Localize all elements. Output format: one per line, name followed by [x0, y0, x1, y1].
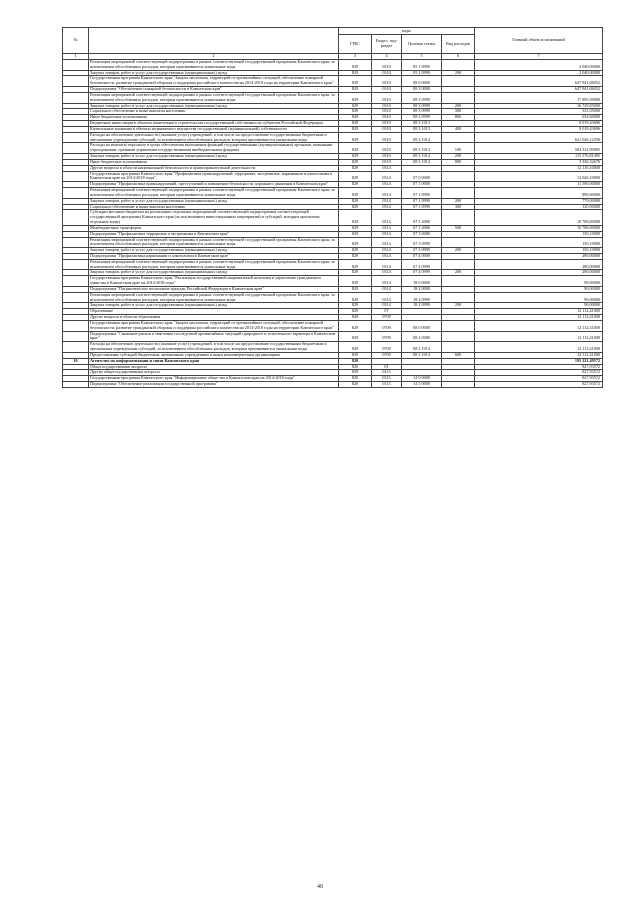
cell-number [63, 276, 89, 287]
cell-description: Реализация мероприятий соответствующей подпрограммы в рамках соответствующей государственной программы Камчатского края, за исключением обособленных расходов, которым присваиваются уникальные коды [89, 92, 339, 103]
cell-section: 0314 [372, 276, 402, 287]
cell-grbs: 829 [339, 309, 372, 315]
cell-description: Агентство по информатизации и связи Камчатского края [89, 358, 339, 364]
cell-expense-type: 200 [442, 270, 475, 276]
cell-amount: 504 312,99085 [475, 143, 603, 154]
cell-expense-type: 100 [442, 143, 475, 154]
cell-number [63, 292, 89, 303]
cell-grbs: 829 [339, 171, 372, 182]
table-row [63, 210, 603, 225]
cell-expense-type [442, 292, 475, 303]
cell-description: Другие общегосударственные вопросы [89, 370, 339, 376]
cell-section: 0310 [372, 60, 402, 71]
cell-expense-type: 400 [442, 126, 475, 132]
cell-amount: 827,93572 [475, 382, 603, 388]
cell-amount: 195 221,49572 [475, 358, 603, 364]
cell-target-article: 08 3 0999 [402, 115, 442, 121]
cell-target-article: 07 3 0000 [402, 231, 442, 237]
table-row [63, 237, 603, 248]
header-description [89, 28, 339, 54]
cell-description: Общегосударственные вопросы [89, 364, 339, 370]
cell-grbs: 829 [339, 143, 372, 154]
cell-amount: 113 376,81495 [475, 154, 603, 160]
cell-section: 0314 [372, 171, 402, 182]
cell-target-article: 08 2 0000 [402, 331, 442, 342]
cell-expense-type [442, 331, 475, 342]
table-row [63, 292, 603, 303]
cell-expense-type: 600 [442, 352, 475, 358]
header-target-article: Целевая статья [402, 35, 442, 54]
cell-target-article: 08 3 1013 [402, 126, 442, 132]
cell-description: Реализация мероприятий соответствующей подпрограммы в рамках соответствующей государственной программы Камчатского края, за исключением обособленных расходов, которым присваиваются уникальные коды [89, 292, 339, 303]
cell-grbs: 829 [339, 231, 372, 237]
cell-description: Иные бюджетные ассигнования [89, 159, 339, 165]
cell-grbs: 829 [339, 320, 372, 331]
cell-grbs: 820 [339, 370, 372, 376]
cell-description: Подпрограмма "Обеспечение пожарной безопасности в Камчатском крае" [89, 87, 339, 93]
cell-number [63, 210, 89, 225]
cell-grbs: 829 [339, 237, 372, 248]
header-total: Главный объем ассигнований [475, 28, 603, 54]
cell-description: Образование [89, 309, 339, 315]
cell-expense-type: 300 [442, 109, 475, 115]
cell-target-article: 05 1 0999 [402, 70, 442, 76]
cell-amount: 90,00000 [475, 292, 603, 303]
cell-amount: 12 112,41000 [475, 315, 603, 321]
cell-section: 0314 [372, 210, 402, 225]
cell-section: 0709 [372, 342, 402, 353]
header-section: Раздел, под-раздел [372, 35, 402, 54]
cell-description: Закупка товаров, работ и услуг для государственных (муниципальных) нужд [89, 154, 339, 160]
cell-description: Реализация мероприятий соответствующей подпрограммы в рамках соответствующей государственной программы Камчатского края, за исключением обособленных расходов, которым присваиваются уникальные коды [89, 60, 339, 71]
cell-section: 0310 [372, 121, 402, 127]
cell-section: 07 [372, 309, 402, 315]
cell-section: 0314 [372, 165, 402, 171]
cell-amount: 11 590,00000 [475, 182, 603, 188]
cell-amount: 621 026,12356 [475, 132, 603, 143]
cell-description: Реализация мероприятий соответствующей подпрограммы в рамках соответствующей государственной программы Камчатского края, за исключением обособленных расходов, которым присваиваются уникальные коды [89, 237, 339, 248]
cell-expense-type: 800 [442, 159, 475, 165]
cell-section: 0314 [372, 292, 402, 303]
index-cell: 3 [339, 54, 372, 60]
cell-description: Субсидии местным бюджетам на реализацию отдельных мероприятий соответствующей подпрограммы соответствующей государственной программы Камчатского края (за исключением инвестиционных мероприятий и субсидий, которым присвоены отдельные коды) [89, 210, 339, 225]
cell-grbs: 820 [339, 364, 372, 370]
index-cell: 4 [372, 54, 402, 60]
cell-expense-type [442, 320, 475, 331]
cell-section: 0314 [372, 253, 402, 259]
table-row [63, 76, 603, 87]
cell-target-article: 08 0 0000 [402, 320, 442, 331]
cell-number [63, 259, 89, 270]
cell-description: Капитальные вложения в объекты недвижимого имущества государственной (муниципальной) собственности [89, 126, 339, 132]
cell-description: Иные бюджетные ассигнования [89, 115, 339, 121]
table-row [63, 276, 603, 287]
cell-grbs: 820 [339, 358, 372, 364]
cell-section: 0314 [372, 286, 402, 292]
index-cell: 6 [442, 54, 475, 60]
cell-expense-type [442, 132, 475, 143]
cell-section: 0310 [372, 70, 402, 76]
table-row [63, 92, 603, 103]
cell-grbs: 829 [339, 132, 372, 143]
cell-grbs: 829 [339, 188, 372, 199]
cell-target-article: 18 2 0000 [402, 286, 442, 292]
cell-section: 0314 [372, 182, 402, 188]
cell-amount: 2 040,00000 [475, 60, 603, 71]
cell-target-article: 07 1 0999 [402, 188, 442, 199]
cell-section: 0310 [372, 76, 402, 87]
cell-grbs: 829 [339, 103, 372, 109]
cell-target-article: 18 0 0000 [402, 276, 442, 287]
cell-section: 0310 [372, 87, 402, 93]
cell-description: Расходы на выплаты персоналу в целях обеспечения выполнения функций государственными (муниципальными) органами, казенными учреждениями, органами управления государственными внебюджетными фондами [89, 143, 339, 154]
cell-section: 0310 [372, 159, 402, 165]
cell-grbs: 820 [339, 382, 372, 388]
cell-amount: 12 112,41000 [475, 320, 603, 331]
cell-amount: 770,00000 [475, 198, 603, 204]
cell-expense-type: 200 [442, 70, 475, 76]
cell-number [63, 132, 89, 143]
cell-target-article: 08 3 1014 [402, 132, 442, 143]
cell-target-article: 08 2 1014 [402, 342, 442, 353]
cell-amount: 10 700,00000 [475, 210, 603, 225]
cell-grbs: 829 [339, 182, 372, 188]
cell-amount: 531,05000 [475, 109, 603, 115]
cell-section: 0310 [372, 92, 402, 103]
index-cell: 1 [63, 54, 89, 60]
cell-amount: 647 941,06052 [475, 76, 603, 87]
cell-description: Расходы на обеспечение деятельности (оказание услуг) учреждений, в том числе на предоставление государственным бюджетным и автономным учреждениям субсидий, за исключением обособленных расходов, которым присваиваются уникальные коды [89, 342, 339, 353]
cell-amount: 17 895,50000 [475, 92, 603, 103]
cell-amount: 150,10000 [475, 248, 603, 254]
cell-target-article: 05 1 0999 [402, 60, 442, 71]
cell-expense-type [442, 60, 475, 71]
cell-expense-type [442, 188, 475, 199]
cell-target-article: 08 3 0999 [402, 109, 442, 115]
cell-description: Подпрограмма "Патриотическое воспитание граждан Российской Федерации в Камчатском крае" [89, 286, 339, 292]
cell-description: Государственная программа Камчатского края "Защита населения, территорий от чрезвычайных ситуаций, обеспечение пожарной безопасности, развитие гражданской обороны и поддержка российского казачества на 2014-2018 годы на территории Камчатского края" [89, 320, 339, 331]
cell-section: 0314 [372, 231, 402, 237]
cell-amount: 827,93572 [475, 376, 603, 382]
cell-description: Подпрограмма "Профилактика терроризма и экстремизма в Камчатском крае" [89, 231, 339, 237]
cell-number [63, 342, 89, 353]
cell-expense-type [442, 342, 475, 353]
cell-section: 0709 [372, 320, 402, 331]
cell-target-article: 08 2 1014 [402, 352, 442, 358]
cell-amount: 90,00000 [475, 276, 603, 287]
cell-description: Расходы на обеспечение деятельности (оказание услуг) учреждений, в том числе на предоставление государственным бюджетным и автономным учреждениям субсидий, за исключением обособленных расходов, которым присваиваются уникальные коды [89, 132, 339, 143]
cell-expense-type [442, 210, 475, 225]
cell-section: 0310 [372, 132, 402, 143]
cell-target-article: 07 4 0000 [402, 253, 442, 259]
cell-target-article: 08 3 1014 [402, 154, 442, 160]
cell-section: 01 [372, 364, 402, 370]
table-row [63, 331, 603, 342]
header-expense-type: Вид расходов [442, 35, 475, 54]
cell-description: Предоставление субсидий бюджетным, автономным учреждениям и иным некоммерческим организациям [89, 352, 339, 358]
cell-amount: 12 112,41000 [475, 352, 603, 358]
budget-table [62, 27, 603, 388]
cell-grbs: 829 [339, 253, 372, 259]
cell-amount: 12 110,10000 [475, 165, 603, 171]
cell-expense-type: 200 [442, 248, 475, 254]
cell-grbs: 829 [339, 225, 372, 231]
cell-description: Реализация мероприятий соответствующей подпрограммы в рамках соответствующей государственной программы Камчатского края, за исключением обособленных расходов, которым присваиваются уникальные коды [89, 188, 339, 199]
cell-number [63, 382, 89, 388]
cell-expense-type: 500 [442, 225, 475, 231]
cell-amount: 90,00000 [475, 303, 603, 309]
table-row [63, 320, 603, 331]
cell-target-article: 07 4 0999 [402, 259, 442, 270]
cell-grbs: 829 [339, 248, 372, 254]
header-codes: коды [339, 28, 475, 35]
cell-target-article: 07 0 0000 [402, 171, 442, 182]
cell-grbs: 829 [339, 165, 372, 171]
cell-description: Другие вопросы в области образования [89, 315, 339, 321]
cell-expense-type: 200 [442, 154, 475, 160]
cell-target-article: 07 1 0000 [402, 182, 442, 188]
cell-description: Подпрограмма "Профилактика наркомании и алкоголизма в Камчатском крае" [89, 253, 339, 259]
cell-section: 0314 [372, 225, 402, 231]
cell-description: Закупка товаров, работ и услуг для государственных (муниципальных) нужд [89, 248, 339, 254]
header-grbs: ГРБС [339, 35, 372, 54]
cell-target-article: 07 1 0999 [402, 204, 442, 210]
cell-target-article: 07 1 4006 [402, 210, 442, 225]
cell-expense-type: 200 [442, 303, 475, 309]
table-row [63, 60, 603, 71]
cell-target-article: 08 3 1014 [402, 159, 442, 165]
page-number: 40 [317, 884, 323, 890]
table-header [63, 28, 603, 60]
cell-amount: 12 112,41000 [475, 331, 603, 342]
cell-number [63, 320, 89, 331]
cell-grbs: 829 [339, 303, 372, 309]
cell-amount: 120,00000 [475, 204, 603, 210]
cell-expense-type [442, 76, 475, 87]
cell-section: 0314 [372, 198, 402, 204]
budget-table-wrapper [62, 27, 602, 388]
cell-grbs: 829 [339, 276, 372, 287]
cell-grbs: 829 [339, 76, 372, 87]
cell-grbs: 829 [339, 87, 372, 93]
table-row [63, 259, 603, 270]
cell-grbs: 829 [339, 70, 372, 76]
cell-amount: 12 112,41000 [475, 309, 603, 315]
index-cell: 5 [402, 54, 442, 60]
cell-amount: 2 040,00000 [475, 70, 603, 76]
table-row [63, 143, 603, 154]
cell-grbs: 829 [339, 270, 372, 276]
cell-description: Бюджетные инвестиции в объекты капитального строительства государственной собственности субъектов Российской Федерации [89, 121, 339, 127]
cell-grbs: 829 [339, 92, 372, 103]
cell-description: Государственная программа Камчатского края "Реализация государственной национальной политики и укрепление гражданского единства в Камчатском крае на 2014-2018 годы" [89, 276, 339, 287]
cell-expense-type: 200 [442, 103, 475, 109]
cell-amount: 280,00000 [475, 270, 603, 276]
cell-section: 0310 [372, 143, 402, 154]
cell-target-article: 08 3 0000 [402, 87, 442, 93]
cell-section: 0314 [372, 237, 402, 248]
cell-section: 0314 [372, 248, 402, 254]
cell-description: Подпрограмма "Снижение рисков и смягчение последствий чрезвычайных ситуаций природного и техногенного характера в Камчатском крае" [89, 331, 339, 342]
cell-expense-type [442, 259, 475, 270]
cell-grbs: 820 [339, 376, 372, 382]
cell-section: 0310 [372, 115, 402, 121]
cell-description: Социальное обеспечение и иные выплаты населению [89, 109, 339, 115]
cell-target-article: 14 0 0000 [402, 376, 442, 382]
cell-grbs: 829 [339, 154, 372, 160]
cell-section: 0709 [372, 315, 402, 321]
cell-description: Закупка товаров, работ и услуг для государственных (муниципальных) нужд [89, 103, 339, 109]
cell-section: 0113 [372, 376, 402, 382]
cell-description: Государственная программа Камчатского края "Защита населения, территорий от чрезвычайных ситуаций, обеспечение пожарной безопасности, развитие гражданской обороны и поддержка российского казачества на 2014-2018 годы на территории Камчатского края" [89, 76, 339, 87]
cell-amount: 10 700,00000 [475, 225, 603, 231]
cell-amount: 150,10000 [475, 237, 603, 248]
cell-amount: 9 019,43696 [475, 121, 603, 127]
cell-section: 0310 [372, 154, 402, 160]
cell-description: Закупка товаров, работ и услуг для государственных (муниципальных) нужд [89, 270, 339, 276]
cell-expense-type [442, 382, 475, 388]
cell-grbs: 829 [339, 342, 372, 353]
cell-description: Подпрограмма "Обеспечение реализации государственной программы" [89, 382, 339, 388]
cell-amount: 647 941,06052 [475, 87, 603, 93]
table-row [63, 132, 603, 143]
cell-description: Реализация мероприятий соответствующей подпрограммы в рамках соответствующей государственной программы Камчатского края, за исключением обособленных расходов, которым присваиваются уникальные коды [89, 259, 339, 270]
cell-grbs: 829 [339, 259, 372, 270]
cell-section: 0709 [372, 352, 402, 358]
cell-grbs: 829 [339, 331, 372, 342]
cell-target-article: 08 3 0999 [402, 103, 442, 109]
cell-target-article: 08 3 1013 [402, 121, 442, 127]
cell-amount: 827,93572 [475, 370, 603, 376]
table-row [63, 342, 603, 353]
cell-grbs: 829 [339, 126, 372, 132]
cell-section: 0314 [372, 188, 402, 199]
cell-amount: 634,60000 [475, 115, 603, 121]
cell-target-article: 08 0 0000 [402, 76, 442, 87]
cell-amount: 280,00000 [475, 253, 603, 259]
cell-description: Социальное обеспечение и иные выплаты населению [89, 204, 339, 210]
cell-amount: 9 019,43696 [475, 126, 603, 132]
cell-target-article: 18 2 0999 [402, 303, 442, 309]
cell-amount: 150,10000 [475, 231, 603, 237]
cell-number [63, 188, 89, 199]
cell-target-article: 07 1 0999 [402, 198, 442, 204]
cell-target-article: 08 3 0999 [402, 92, 442, 103]
cell-section: 0314 [372, 204, 402, 210]
index-cell: 2 [89, 54, 339, 60]
cell-grbs: 829 [339, 292, 372, 303]
cell-expense-type: 300 [442, 204, 475, 210]
cell-description: Закупка товаров, работ и услуг для государственных (муниципальных) нужд [89, 198, 339, 204]
table-body [63, 60, 603, 388]
cell-amount: 280,00000 [475, 259, 603, 270]
cell-grbs: 829 [339, 204, 372, 210]
cell-number [63, 76, 89, 87]
cell-number [63, 171, 89, 182]
cell-grbs: 829 [339, 198, 372, 204]
table-row [63, 171, 603, 182]
cell-amount: 16 729,85000 [475, 103, 603, 109]
cell-section: 0113 [372, 382, 402, 388]
cell-expense-type [442, 171, 475, 182]
cell-amount: 3 336,32676 [475, 159, 603, 165]
cell-expense-type: 800 [442, 115, 475, 121]
cell-section: 0310 [372, 126, 402, 132]
cell-expense-type [442, 237, 475, 248]
cell-expense-type [442, 276, 475, 287]
cell-section: 0314 [372, 270, 402, 276]
cell-number [63, 92, 89, 103]
cell-description: Закупка товаров, работ и услуг для государственных (муниципальных) нужд [89, 303, 339, 309]
cell-expense-type [442, 92, 475, 103]
cell-target-article: 14 5 0000 [402, 382, 442, 388]
table-row [63, 382, 603, 388]
cell-target-article: 08 3 1014 [402, 143, 442, 154]
cell-target-article: 07 3 0999 [402, 248, 442, 254]
cell-description: Межбюджетные трансферты [89, 225, 339, 231]
cell-target-article: 18 2 0999 [402, 292, 442, 303]
cell-grbs: 829 [339, 115, 372, 121]
cell-amount: 12 020,10000 [475, 171, 603, 182]
cell-number: 16 [63, 358, 89, 364]
cell-target-article: 07 4 0999 [402, 270, 442, 276]
cell-section: 0310 [372, 109, 402, 115]
cell-section: 0314 [372, 259, 402, 270]
cell-grbs: 829 [339, 286, 372, 292]
cell-grbs: 829 [339, 60, 372, 71]
cell-target-article: 07 3 0999 [402, 237, 442, 248]
cell-target-article: 07 1 4006 [402, 225, 442, 231]
cell-grbs: 829 [339, 352, 372, 358]
cell-section: 0310 [372, 103, 402, 109]
cell-grbs: 829 [339, 121, 372, 127]
cell-amount: 12 112,41000 [475, 342, 603, 353]
cell-amount: 827,93572 [475, 364, 603, 370]
index-cell: 7 [475, 54, 603, 60]
cell-section: 0709 [372, 331, 402, 342]
cell-amount: 890,00000 [475, 188, 603, 199]
cell-expense-type: 200 [442, 198, 475, 204]
cell-grbs: 829 [339, 109, 372, 115]
cell-grbs: 829 [339, 210, 372, 225]
cell-section: 0314 [372, 303, 402, 309]
cell-grbs: 829 [339, 315, 372, 321]
cell-description: Государственная программа Камчатского края "Информационное общество в Камчатском крае на 2014-2018 годы" [89, 376, 339, 382]
cell-number [63, 237, 89, 248]
cell-grbs: 829 [339, 159, 372, 165]
cell-number [63, 331, 89, 342]
cell-section: 0113 [372, 370, 402, 376]
cell-number [63, 143, 89, 154]
cell-description: Подпрограмма "Профилактика правонарушений, преступлений и повышение безопасности дорожного движения в Камчатском крае" [89, 182, 339, 188]
cell-description: Государственная программа Камчатского края "Профилактика правонарушений, терроризма, экстремизма, наркомании и алкоголизма в Камчатском крае на 2014-2018 годы" [89, 171, 339, 182]
cell-description: Закупка товаров, работ и услуг для государственных (муниципальных) нужд [89, 70, 339, 76]
cell-description: Другие вопросы в области национальной безопасности и правоохранительной деятельности [89, 165, 339, 171]
cell-number [63, 60, 89, 71]
header-number: № [63, 28, 89, 54]
cell-amount: 90,00000 [475, 286, 603, 292]
table-row [63, 188, 603, 199]
